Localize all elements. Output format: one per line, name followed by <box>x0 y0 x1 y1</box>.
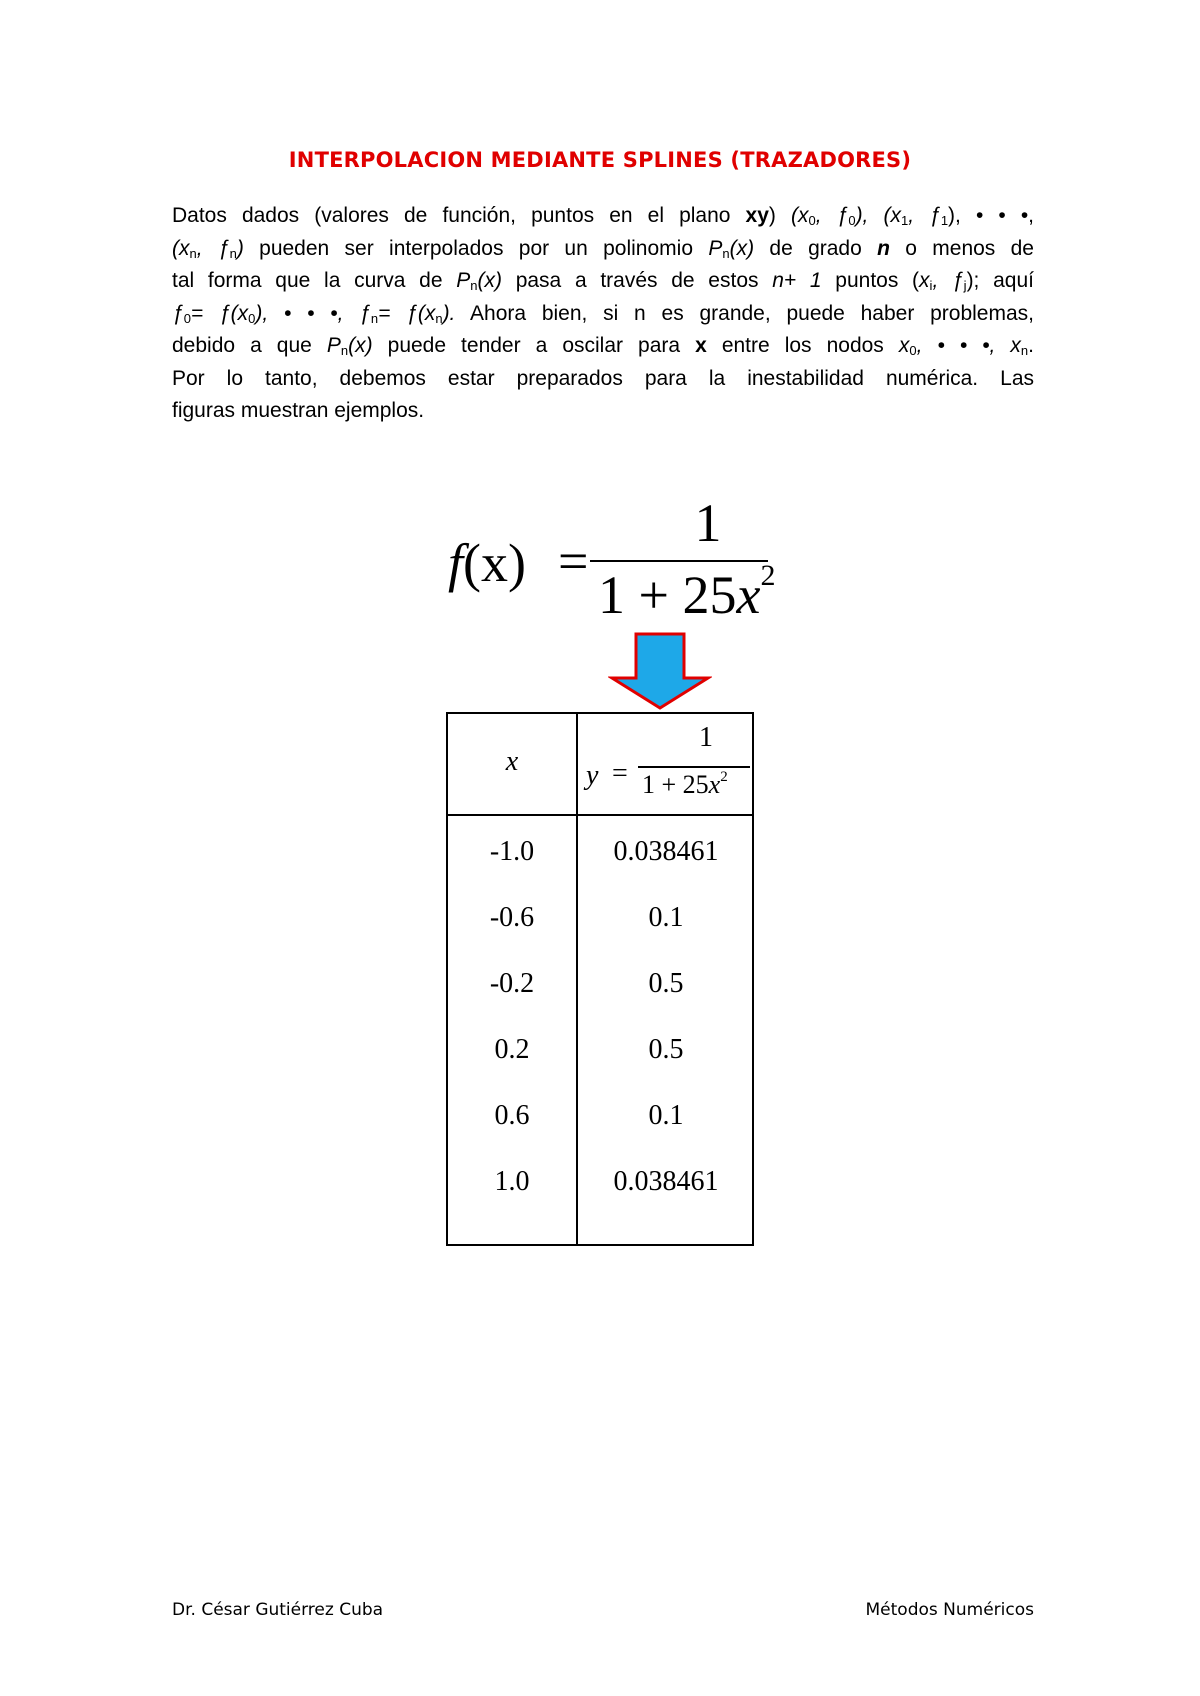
cell-x: 0.6 <box>494 1100 530 1131</box>
paragraph-line-6: Por lo tanto, debemos estar preparados para la inestabilidad numérica. Las <box>172 366 1034 390</box>
cell-x: -0.2 <box>489 968 535 999</box>
page-title: INTERPOLACION MEDIANTE SPLINES (TRAZADORES) <box>288 148 912 172</box>
cell-y: 0.5 <box>648 1034 684 1065</box>
formula-equals: = <box>558 531 589 591</box>
paragraph-line-1: Datos dados (valores de función, puntos en el plano xy) ($x_0$, $ƒ_0$), ($x_1$, $ƒ_1$), • • •, <box>172 204 1035 228</box>
header-y-denominator: $1 + 25x^2$ <box>642 769 728 799</box>
formula-lhs: f(x) <box>448 533 526 593</box>
table-row <box>448 1034 752 1074</box>
formula-fraction-bar <box>590 560 768 562</box>
footer-author: Dr. César Gutiérrez Cuba <box>172 1600 384 1620</box>
cell-y: 0.1 <box>648 902 684 933</box>
table-header-divider <box>448 814 752 816</box>
cell-x: -1.0 <box>489 836 535 867</box>
runge-function-formula <box>448 493 776 630</box>
footer-course: Métodos Numéricos <box>865 1600 1034 1620</box>
data-table <box>446 712 754 1246</box>
table-header-y <box>586 722 752 810</box>
paragraph-line-3: tal forma que la curva de $P_n(x)$ pasa a través de estos n+ 1 puntos ($x_i$, $ƒ_j$); aquí <box>172 269 1034 293</box>
cell-y: 0.5 <box>648 968 684 999</box>
cell-x: 0.2 <box>494 1034 530 1065</box>
table-row <box>448 968 752 1008</box>
table-row <box>448 836 752 876</box>
formula-numerator: 1 <box>694 493 722 553</box>
header-y-equals: = <box>612 758 628 789</box>
paragraph-line-2: ($x_n$, $ƒ_n$) pueden ser interpolados por un polinomio $P_n(x)$ de grado n o menos de <box>172 236 1034 261</box>
cell-x: 1.0 <box>494 1166 530 1197</box>
cell-y: 0.1 <box>648 1100 684 1131</box>
table-row <box>448 902 752 942</box>
cell-y: 0.038461 <box>613 836 719 867</box>
intro-paragraph <box>172 200 1034 428</box>
down-arrow-icon <box>608 632 712 712</box>
paragraph-line-7: figuras muestran ejemplos. <box>172 399 425 422</box>
paragraph-line-5: debido a que $P_n(x)$ puede tender a oscilar para x entre los nodos $x_0$, • • •, $x_n$. <box>172 334 1034 358</box>
header-y-fraction-bar <box>638 766 750 768</box>
formula-denominator: $1 + 25x^2$ <box>598 559 776 625</box>
table-header-x: x <box>505 746 519 777</box>
header-y-variable: y <box>586 760 599 791</box>
table-row <box>448 1100 752 1140</box>
cell-x: -0.6 <box>489 902 535 933</box>
table-row <box>448 1166 752 1206</box>
cell-y: 0.038461 <box>613 1166 719 1197</box>
header-y-numerator: 1 <box>699 722 713 753</box>
paragraph-line-4: $ƒ_0=$ $ƒ(x_0)$, • • •, $ƒ_n=$ $ƒ(x_n)$. Ahora bien, si n es grande, puede haber problemas, <box>172 301 1034 326</box>
